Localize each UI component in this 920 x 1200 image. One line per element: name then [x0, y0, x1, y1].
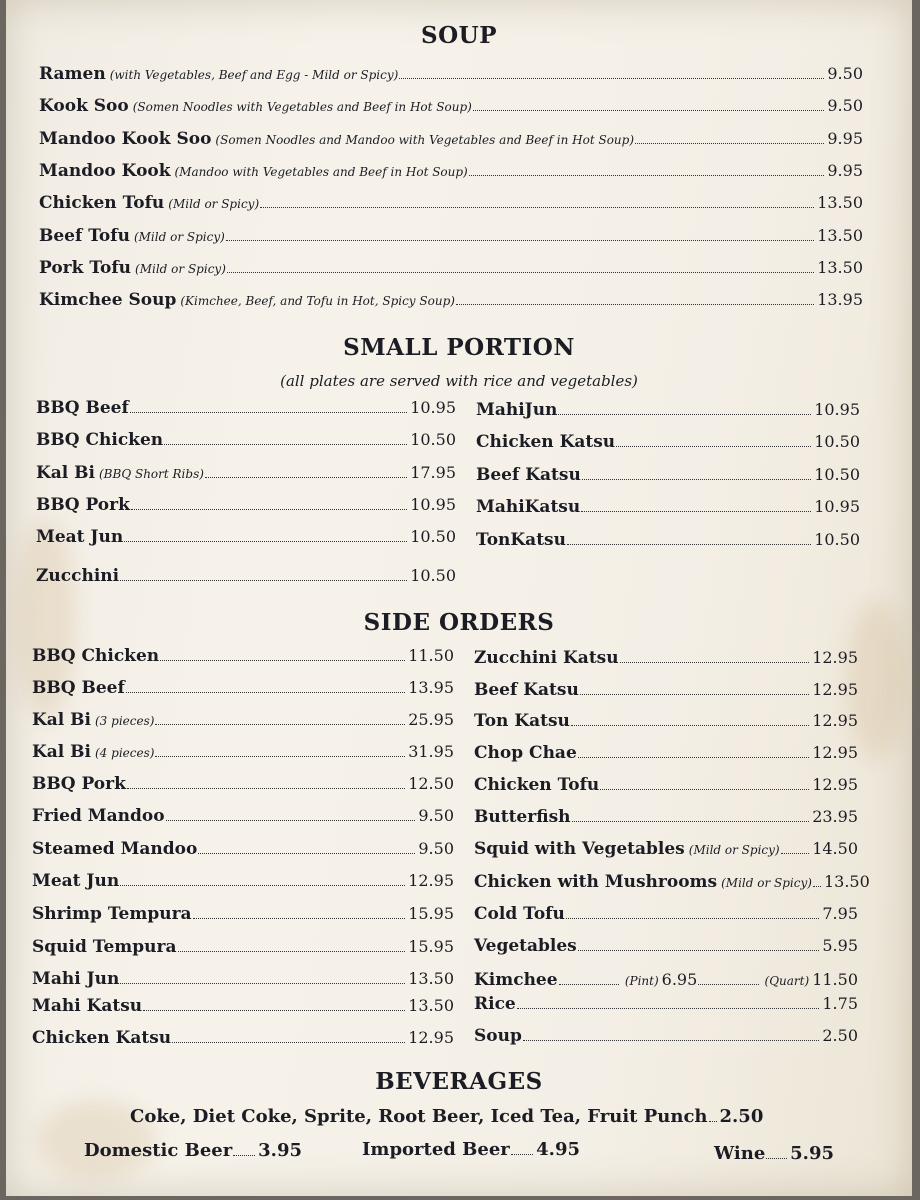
dot-leader: [205, 477, 407, 478]
item-price: 13.50: [817, 257, 863, 277]
dot-leader: [120, 983, 405, 984]
item-name: Fried Mandoo: [32, 806, 165, 826]
dot-leader: [120, 885, 405, 886]
item-note: (BBQ Short Ribs): [99, 467, 204, 481]
dot-leader: [473, 110, 825, 111]
side-orders-title: SIDE ORDERS: [363, 609, 555, 636]
item-name: Beef Tofu: [39, 225, 130, 246]
menu-item: [39, 64, 863, 84]
menu-item: [39, 226, 863, 246]
menu-item: [474, 1026, 858, 1046]
dot-leader: [399, 78, 824, 79]
item-name: Steamed Mandoo: [32, 839, 198, 859]
item-note: (Mild or Spicy): [168, 197, 260, 212]
beverage-wine: [714, 1143, 834, 1164]
menu-item: [476, 497, 860, 517]
menu-item: [32, 839, 454, 859]
item-name: Pork Tofu: [39, 257, 132, 278]
dot-leader: [193, 918, 406, 919]
menu-item: [39, 129, 863, 149]
kimchee-pint-label: (Pint): [624, 974, 659, 988]
item-name: Imported Beer: [362, 1139, 510, 1160]
item-name: Chicken Tofu: [39, 193, 165, 214]
dot-leader: [766, 1158, 787, 1159]
item-name: Ton Katsu: [474, 711, 570, 731]
item-price: 7.95: [822, 904, 858, 923]
item-name: Ramen: [39, 64, 106, 84]
item-name: Mandoo Kook: [39, 160, 171, 181]
item-name: BBQ Pork: [36, 495, 130, 515]
menu-item: [474, 936, 858, 956]
item-price: 9.50: [827, 96, 863, 116]
dot-leader: [155, 724, 405, 725]
item-name: Beef Katsu: [474, 680, 579, 700]
item-price: 12.95: [812, 711, 858, 730]
menu-item: [39, 161, 863, 181]
dot-leader: [578, 950, 820, 951]
menu-item: [32, 937, 454, 957]
item-name: Squid Tempura: [32, 937, 177, 957]
item-price: 12.95: [812, 648, 858, 667]
item-name: Chicken Katsu: [32, 1028, 172, 1048]
menu-item: [474, 872, 870, 892]
menu-item: [476, 465, 860, 485]
item-name: BBQ Pork: [32, 774, 126, 794]
menu-item: [39, 290, 863, 310]
item-price: 23.95: [812, 807, 858, 826]
dot-leader: [511, 1154, 533, 1155]
item-price: 13.95: [817, 290, 863, 310]
item-note: (Mandoo with Vegetables and Beef in Hot Soup): [174, 164, 468, 179]
dot-leader: [523, 1040, 820, 1041]
item-note: (3 pieces): [95, 714, 155, 728]
menu-item: [474, 680, 858, 700]
item-price: 13.50: [817, 193, 863, 213]
menu-item: [474, 711, 858, 731]
item-name: Meat Jun: [36, 527, 124, 547]
menu-item: [39, 193, 863, 213]
menu-item: [474, 648, 858, 668]
dot-leader: [813, 886, 821, 887]
item-name: Mandoo Kook Soo: [39, 128, 212, 149]
item-price: 12.95: [812, 775, 858, 794]
item-price: 13.95: [408, 678, 454, 697]
dot-leader: [124, 541, 407, 542]
dot-leader: [469, 175, 825, 176]
menu-item: [32, 678, 454, 698]
item-price: 9.50: [418, 839, 454, 858]
dot-leader: [580, 694, 809, 695]
item-name: Shrimp Tempura: [32, 904, 192, 924]
item-price: 2.50: [822, 1026, 858, 1045]
item-name: Soup: [474, 1026, 522, 1046]
dot-leader: [227, 272, 814, 273]
item-price: 3.95: [258, 1140, 302, 1161]
dot-leader: [155, 756, 405, 757]
menu-item: [39, 258, 863, 278]
dot-leader: [635, 143, 824, 144]
beverage-imported-beer: [362, 1139, 580, 1160]
item-name: Chicken Katsu: [476, 432, 616, 453]
menu-item-kimchee: [474, 970, 858, 990]
item-price: 15.95: [408, 937, 454, 956]
item-name: Domestic Beer: [84, 1140, 233, 1161]
item-note: (Somen Noodles and Mandoo with Vegetables and Beef in Hot Soup): [215, 132, 635, 147]
dot-leader: [198, 853, 415, 854]
dot-leader: [160, 660, 405, 661]
item-name: Butterfish: [474, 807, 571, 827]
menu-item: [476, 400, 860, 420]
dot-leader: [120, 580, 407, 581]
dot-leader: [620, 662, 810, 663]
item-name: Mahi Jun: [32, 969, 120, 989]
menu-item: [39, 96, 863, 116]
kimchee-quart-price: 11.50: [812, 970, 858, 989]
menu-item: [474, 775, 858, 795]
dot-leader: [130, 412, 407, 413]
item-price: 10.95: [814, 497, 860, 517]
item-price: 2.50: [719, 1106, 764, 1127]
item-price: 13.50: [823, 872, 870, 891]
item-price: 10.95: [410, 495, 456, 514]
item-name: Kal Bi: [32, 742, 91, 762]
item-name: Zucchini: [36, 566, 120, 586]
menu-item: [36, 566, 456, 586]
item-price: 1.75: [822, 994, 858, 1013]
dot-leader: [164, 444, 407, 445]
menu-item: [36, 527, 456, 547]
menu-item: [474, 839, 858, 859]
menu-item: [32, 710, 454, 730]
dot-leader: [616, 446, 811, 447]
dot-leader: [600, 789, 809, 790]
dot-leader: [260, 207, 814, 208]
item-name: Chop Chae: [474, 743, 577, 763]
item-name: Vegetables: [474, 936, 577, 956]
item-price: 4.95: [536, 1139, 580, 1160]
item-price: 25.95: [408, 710, 454, 729]
dot-leader: [456, 304, 814, 305]
menu-item: [476, 432, 860, 452]
item-name: Wine: [714, 1143, 766, 1164]
menu-item: [36, 430, 456, 450]
item-name: BBQ Beef: [32, 678, 125, 698]
item-name: BBQ Beef: [36, 398, 129, 418]
item-note: (Kimchee, Beef, and Tofu in Hot, Spicy Soup): [180, 294, 455, 309]
item-price: 12.50: [408, 774, 454, 793]
item-price: 12.95: [408, 1028, 454, 1047]
menu-item: [32, 646, 454, 666]
menu-item: [32, 969, 454, 989]
dot-leader: [567, 544, 811, 545]
item-name: Kook Soo: [39, 96, 129, 117]
beverages-title: BEVERAGES: [375, 1068, 543, 1095]
item-note: (Mild or Spicy): [135, 261, 226, 276]
small-portion-subtitle: (all plates are served with rice and vegetables): [280, 372, 638, 390]
item-price: 10.50: [410, 566, 456, 585]
item-price: 13.50: [408, 996, 454, 1015]
item-price: 5.95: [822, 936, 858, 955]
beverage-domestic-beer: [84, 1140, 302, 1161]
item-price: 13.50: [817, 225, 863, 245]
dot-leader: [582, 479, 811, 480]
item-note: (Mild or Spicy): [721, 876, 812, 890]
item-name: BBQ Chicken: [36, 430, 164, 450]
item-name: Beef Katsu: [476, 464, 581, 485]
menu-item: [474, 807, 858, 827]
item-note: (Mild or Spicy): [133, 229, 225, 244]
item-name: Cold Tofu: [474, 904, 565, 924]
dot-leader: [698, 984, 758, 985]
dot-leader: [233, 1155, 255, 1156]
item-note: (Somen Noodles with Vegetables and Beef in Hot Soup): [132, 100, 472, 115]
item-name: BBQ Chicken: [32, 646, 160, 666]
item-price: 12.95: [812, 743, 858, 762]
item-price: 10.95: [814, 400, 860, 419]
item-price: 9.50: [827, 64, 863, 83]
dot-leader: [143, 1010, 405, 1011]
item-price: 13.50: [408, 969, 454, 988]
item-name: Chicken Tofu: [474, 775, 600, 795]
menu-item: [474, 743, 858, 763]
item-note: (Mild or Spicy): [688, 843, 780, 857]
item-price: 9.95: [827, 160, 863, 180]
menu-item: [32, 871, 454, 891]
dot-leader: [571, 725, 809, 726]
item-price: 9.50: [418, 806, 454, 825]
dot-leader: [166, 820, 416, 821]
menu-item: [36, 463, 456, 483]
item-name: Rice: [474, 994, 516, 1014]
item-price: 5.95: [790, 1143, 834, 1164]
item-price: 17.95: [410, 463, 456, 482]
item-price: 10.50: [410, 430, 456, 449]
menu-item: [474, 994, 858, 1014]
item-name: Kal Bi: [32, 710, 91, 730]
dot-leader: [709, 1121, 717, 1122]
item-name: Chicken with Mushrooms: [474, 872, 718, 892]
menu-item: [36, 495, 456, 515]
item-price: 12.95: [408, 871, 454, 890]
kimchee-pint-price: 6.95: [661, 970, 698, 989]
item-note: (4 pieces): [95, 746, 155, 760]
dot-leader: [131, 509, 407, 510]
item-price: 12.95: [812, 680, 858, 699]
menu-item: [476, 530, 860, 550]
item-price: 15.95: [408, 904, 454, 923]
menu-item: [32, 774, 454, 794]
menu-item: [32, 1028, 454, 1048]
item-price: 11.50: [408, 646, 454, 665]
menu-item: [36, 398, 456, 418]
dot-leader: [566, 918, 820, 919]
dot-leader: [781, 853, 810, 854]
item-price: 10.50: [410, 527, 456, 546]
item-name: Mahi Katsu: [32, 996, 143, 1016]
dot-leader: [517, 1008, 820, 1009]
dot-leader: [226, 240, 814, 241]
item-price: 10.95: [410, 398, 456, 417]
item-price: 10.50: [814, 432, 860, 452]
menu-page: [6, 0, 912, 1196]
beverage-sodas: [130, 1106, 764, 1127]
dot-leader: [559, 984, 619, 985]
item-name: TonKatsu: [476, 529, 566, 550]
item-name: Kal Bi: [36, 463, 95, 483]
menu-item: [32, 742, 454, 762]
dot-leader: [126, 692, 405, 693]
item-name: Kimchee Soup: [39, 290, 177, 311]
dot-leader: [178, 951, 406, 952]
item-price: 31.95: [408, 742, 454, 761]
dot-leader: [172, 1042, 405, 1043]
item-price: 14.50: [812, 839, 858, 858]
small-portion-title: SMALL PORTION: [343, 334, 575, 361]
kimchee-quart-label: (Quart): [764, 974, 810, 988]
menu-item: [474, 904, 858, 924]
dot-leader: [127, 788, 405, 789]
item-name: MahiJun: [476, 400, 558, 420]
soup-title: SOUP: [421, 22, 497, 49]
item-name: Squid with Vegetables: [474, 839, 685, 859]
item-price: 10.50: [814, 529, 860, 549]
item-name: Meat Jun: [32, 871, 120, 891]
item-note: (with Vegetables, Beef and Egg - Mild or Spicy): [109, 68, 399, 82]
item-name: Kimchee: [474, 970, 558, 990]
item-price: 9.95: [827, 128, 863, 148]
menu-item: [32, 904, 454, 924]
item-name: MahiKatsu: [476, 497, 581, 518]
dot-leader: [572, 821, 810, 822]
menu-item: [32, 996, 454, 1016]
dot-leader: [581, 511, 811, 512]
item-price: 10.50: [814, 464, 860, 484]
item-name: Zucchini Katsu: [474, 648, 619, 668]
item-name: Coke, Diet Coke, Sprite, Root Beer, Iced Tea, Fruit Punch: [130, 1106, 708, 1127]
dot-leader: [558, 414, 811, 415]
menu-item: [32, 806, 454, 826]
dot-leader: [578, 757, 809, 758]
